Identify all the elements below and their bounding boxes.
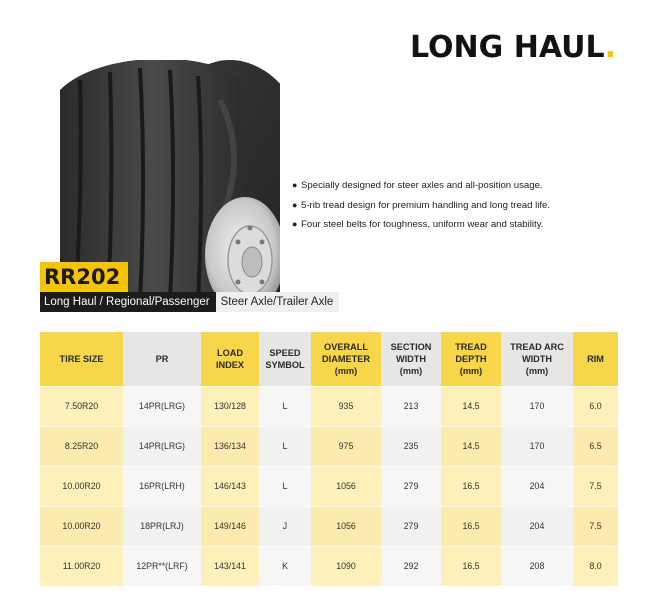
table-row	[40, 426, 618, 466]
cell-tread-arc-width: 208	[501, 546, 573, 586]
cell-tread-arc-width: 204	[501, 506, 573, 546]
cell-tire-size: 7.50R20	[40, 386, 123, 426]
cell-rim: 6.0	[573, 386, 618, 426]
cell-overall-diameter: 1056	[311, 506, 381, 546]
model-tags	[40, 292, 339, 312]
axle-position-tag: Steer Axle/Trailer Axle	[216, 292, 340, 312]
column-header-overall-diameter: OVERALL DIAMETER (mm)	[311, 332, 381, 386]
cell-speed-symbol: L	[259, 466, 311, 506]
cell-tread-depth: 16.5	[441, 506, 501, 546]
spec-table	[40, 332, 618, 586]
cell-speed-symbol: J	[259, 506, 311, 546]
cell-rim: 7.5	[573, 466, 618, 506]
table-row	[40, 466, 618, 506]
cell-load-index: 136/134	[201, 426, 259, 466]
page-title-text: LONG HAUL	[410, 30, 605, 65]
title-accent-dot: .	[604, 30, 617, 65]
cell-rim: 8.0	[573, 546, 618, 586]
column-header-tread-depth: TREAD DEPTH (mm)	[441, 332, 501, 386]
feature-list	[292, 176, 622, 235]
table-row	[40, 546, 618, 586]
cell-pr: 14PR(LRG)	[123, 426, 201, 466]
cell-pr: 14PR(LRG)	[123, 386, 201, 426]
feature-item	[292, 176, 622, 196]
column-header-speed-symbol: SPEED SYMBOL	[259, 332, 311, 386]
cell-load-index: 149/146	[201, 506, 259, 546]
cell-section-width: 279	[381, 506, 441, 546]
cell-load-index: 146/143	[201, 466, 259, 506]
table-body	[40, 386, 618, 586]
column-header-tire-size: TIRE SIZE	[40, 332, 123, 386]
cell-speed-symbol: L	[259, 386, 311, 426]
cell-tire-size: 10.00R20	[40, 506, 123, 546]
bullet-dot-icon: ●	[292, 199, 298, 210]
column-header-rim: RIM	[573, 332, 618, 386]
cell-overall-diameter: 1056	[311, 466, 381, 506]
cell-tire-size: 8.25R20	[40, 426, 123, 466]
cell-load-index: 130/128	[201, 386, 259, 426]
cell-section-width: 235	[381, 426, 441, 466]
column-header-section-width: SECTION WIDTH (mm)	[381, 332, 441, 386]
application-tag: Long Haul / Regional/Passenger	[40, 292, 216, 312]
page-title	[410, 30, 616, 65]
bullet-dot-icon: ●	[292, 180, 298, 190]
table-header-row	[40, 332, 618, 386]
cell-tread-arc-width: 170	[501, 386, 573, 426]
cell-load-index: 143/141	[201, 546, 259, 586]
table-row	[40, 506, 618, 546]
cell-section-width: 292	[381, 546, 441, 586]
cell-overall-diameter: 935	[311, 386, 381, 426]
cell-overall-diameter: 1090	[311, 546, 381, 586]
cell-tire-size: 10.00R20	[40, 466, 123, 506]
cell-tread-depth: 16.5	[441, 546, 501, 586]
cell-pr: 18PR(LRJ)	[123, 506, 201, 546]
cell-speed-symbol: K	[259, 546, 311, 586]
column-header-tread-arc-width: TREAD ARC WIDTH (mm)	[501, 332, 573, 386]
cell-tread-depth: 16.5	[441, 466, 501, 506]
cell-section-width: 213	[381, 386, 441, 426]
table-row	[40, 386, 618, 426]
column-header-load-index: LOAD INDEX	[201, 332, 259, 386]
feature-text: 5-rib tread design for premium handling and long tread life.	[301, 199, 551, 211]
feature-text: Specially designed for steer axles and all-position usage.	[301, 180, 543, 191]
cell-tread-depth: 14.5	[441, 386, 501, 426]
model-name-badge: RR202	[40, 262, 128, 292]
cell-tread-depth: 14.5	[441, 426, 501, 466]
cell-rim: 6.5	[573, 426, 618, 466]
cell-speed-symbol: L	[259, 426, 311, 466]
cell-pr: 12PR**(LRF)	[123, 546, 201, 586]
feature-item	[292, 196, 622, 216]
cell-section-width: 279	[381, 466, 441, 506]
cell-pr: 16PR(LRH)	[123, 466, 201, 506]
cell-rim: 7.5	[573, 506, 618, 546]
cell-overall-diameter: 975	[311, 426, 381, 466]
cell-tire-size: 11.00R20	[40, 546, 123, 586]
column-header-pr: PR	[123, 332, 201, 386]
cell-tread-arc-width: 204	[501, 466, 573, 506]
feature-item	[292, 215, 622, 235]
feature-text: Four steel belts for toughness, uniform wear and stability.	[301, 219, 544, 230]
cell-tread-arc-width: 170	[501, 426, 573, 466]
bullet-dot-icon: ●	[292, 219, 298, 229]
